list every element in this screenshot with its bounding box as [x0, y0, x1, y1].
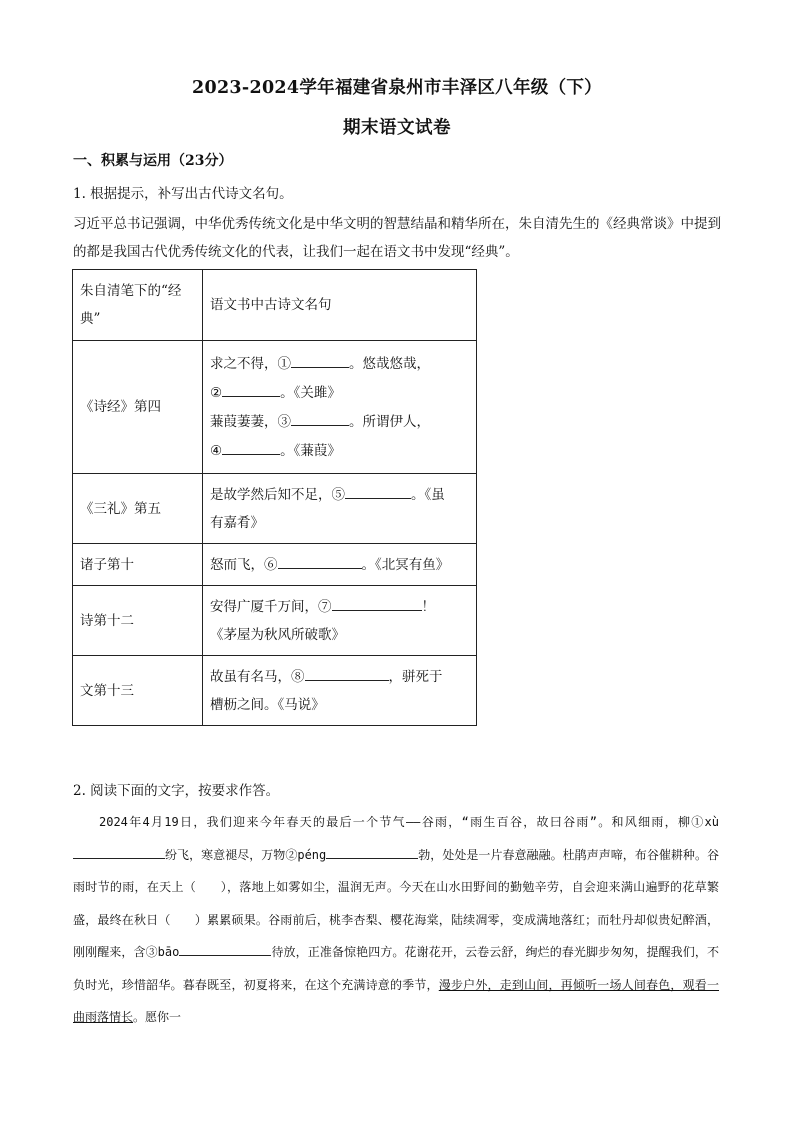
row-category: 诗第十二	[73, 586, 203, 656]
table-row	[73, 656, 477, 726]
table-row	[73, 586, 477, 656]
row-lines	[203, 586, 477, 656]
poem-table	[72, 269, 477, 726]
row-lines	[203, 341, 477, 474]
answer-blank-1[interactable]	[291, 349, 349, 368]
line-text: 故虽有名马，⑧	[210, 669, 305, 685]
exam-title-line2: 期末语文试卷	[343, 118, 451, 138]
line-text: ④	[210, 443, 223, 459]
section-heading: 一、积累与运用（23分）	[73, 153, 233, 169]
underlined-sentence: 漫步户外，走到山间，再倾听一场人间春色，观看一曲雨落情长	[73, 977, 719, 1024]
row-category: 《诗经》第四	[73, 341, 203, 474]
header-category	[73, 270, 203, 341]
line-text: ！	[421, 599, 435, 615]
line-text: 。《关雎》	[280, 385, 341, 401]
line-text: 槽枥之间。《马说》	[210, 697, 325, 713]
line-text: ②	[210, 385, 223, 401]
passage-text: 纷飞，寒意褪尽，万物②péng	[165, 847, 327, 862]
row-category: 文第十三	[73, 656, 203, 726]
passage-text: 。愿你一	[133, 1010, 182, 1024]
question-1-prompt: 1. 根据提示，补写出古代诗文名句。	[73, 186, 293, 202]
answer-blank-peng[interactable]	[326, 844, 418, 859]
line-text: 蒹葭萋萋，③	[210, 414, 291, 430]
answer-blank-5[interactable]	[345, 480, 411, 499]
line-text: 。《虽	[411, 487, 445, 503]
row-category: 《三礼》第五	[73, 474, 203, 544]
passage-text: 勃，处处是一片春意融融。杜鹃声声啼，布谷催耕种。谷雨时节的雨，在天上（ ），落地上如雾如尘，温润无声。今天在山水田野间的勤勉辛劳，自会迎来满山遍野的花草繁盛，最终在秋日（ ）累累硕果。谷雨前后，桃李杏梨、樱花海棠，陆续凋零，变成满地落红；而牡丹却似贵妃醉酒，刚刚醒来，含③bāo	[73, 847, 719, 959]
line-text: ，骈死于	[388, 669, 443, 685]
answer-blank-2[interactable]	[222, 378, 280, 397]
line-text: 《茅屋为秋风所破歌》	[210, 627, 345, 643]
passage-text: 待放，正准备惊艳四方。花谢花开，云卷云舒，绚烂的春光脚步匆匆，提醒我们，不负时光，珍惜韶华。暮春既至，初夏将来，在这个充满诗意的季节，	[73, 945, 719, 992]
answer-blank-bao[interactable]	[179, 941, 271, 956]
table-row	[73, 474, 477, 544]
exam-title-line1: 2023-2024学年福建省泉州市丰泽区八年级（下）	[192, 78, 602, 98]
header-category-text: 朱自清笔下的“经典”	[80, 283, 182, 327]
row-category: 诸子第十	[73, 544, 203, 586]
answer-blank-8[interactable]	[305, 662, 389, 681]
line-text: 求之不得，①	[210, 356, 291, 372]
line-text: 。悠哉悠哉，	[349, 356, 430, 372]
line-text: 是故学然后知不足，⑤	[210, 487, 345, 503]
row-lines	[203, 656, 477, 726]
poem-table-header	[73, 270, 477, 341]
answer-blank-6[interactable]	[278, 550, 362, 569]
line-text: 。《北冥有鱼》	[361, 557, 450, 573]
table-row	[73, 544, 477, 586]
question-2-passage	[73, 806, 719, 1034]
header-lines	[203, 270, 477, 341]
row-lines	[203, 544, 477, 586]
line-text: 安得广厦千万间，⑦	[210, 599, 332, 615]
answer-blank-3[interactable]	[291, 407, 349, 426]
table-row	[73, 341, 477, 474]
line-text: 怒而飞，⑥	[210, 557, 278, 573]
answer-blank-4[interactable]	[222, 436, 280, 455]
row-lines	[203, 474, 477, 544]
passage-text: 2024年4月19日，我们迎来今年春天的最后一个节气——谷雨，“雨生百谷，故曰谷雨”。和风细雨，柳①xù	[99, 815, 719, 829]
header-lines-text: 语文书中古诗文名句	[210, 297, 332, 313]
line-text: 有嘉肴》	[210, 515, 264, 531]
question-1-intro: 习近平总书记强调，中华优秀传统文化是中华文明的智慧结晶和精华所在，朱自清先生的《经典常谈》中提到的都是我国古代优秀传统文化的代表，让我们一起在语文书中发现“经典”。	[73, 216, 721, 260]
line-text: 。所谓伊人，	[349, 414, 430, 430]
answer-blank-7[interactable]	[332, 592, 422, 611]
question-2-prompt: 2. 阅读下面的文字，按要求作答。	[73, 783, 280, 799]
answer-blank-xu[interactable]	[73, 844, 165, 859]
line-text: 。《蒹葭》	[280, 443, 341, 459]
